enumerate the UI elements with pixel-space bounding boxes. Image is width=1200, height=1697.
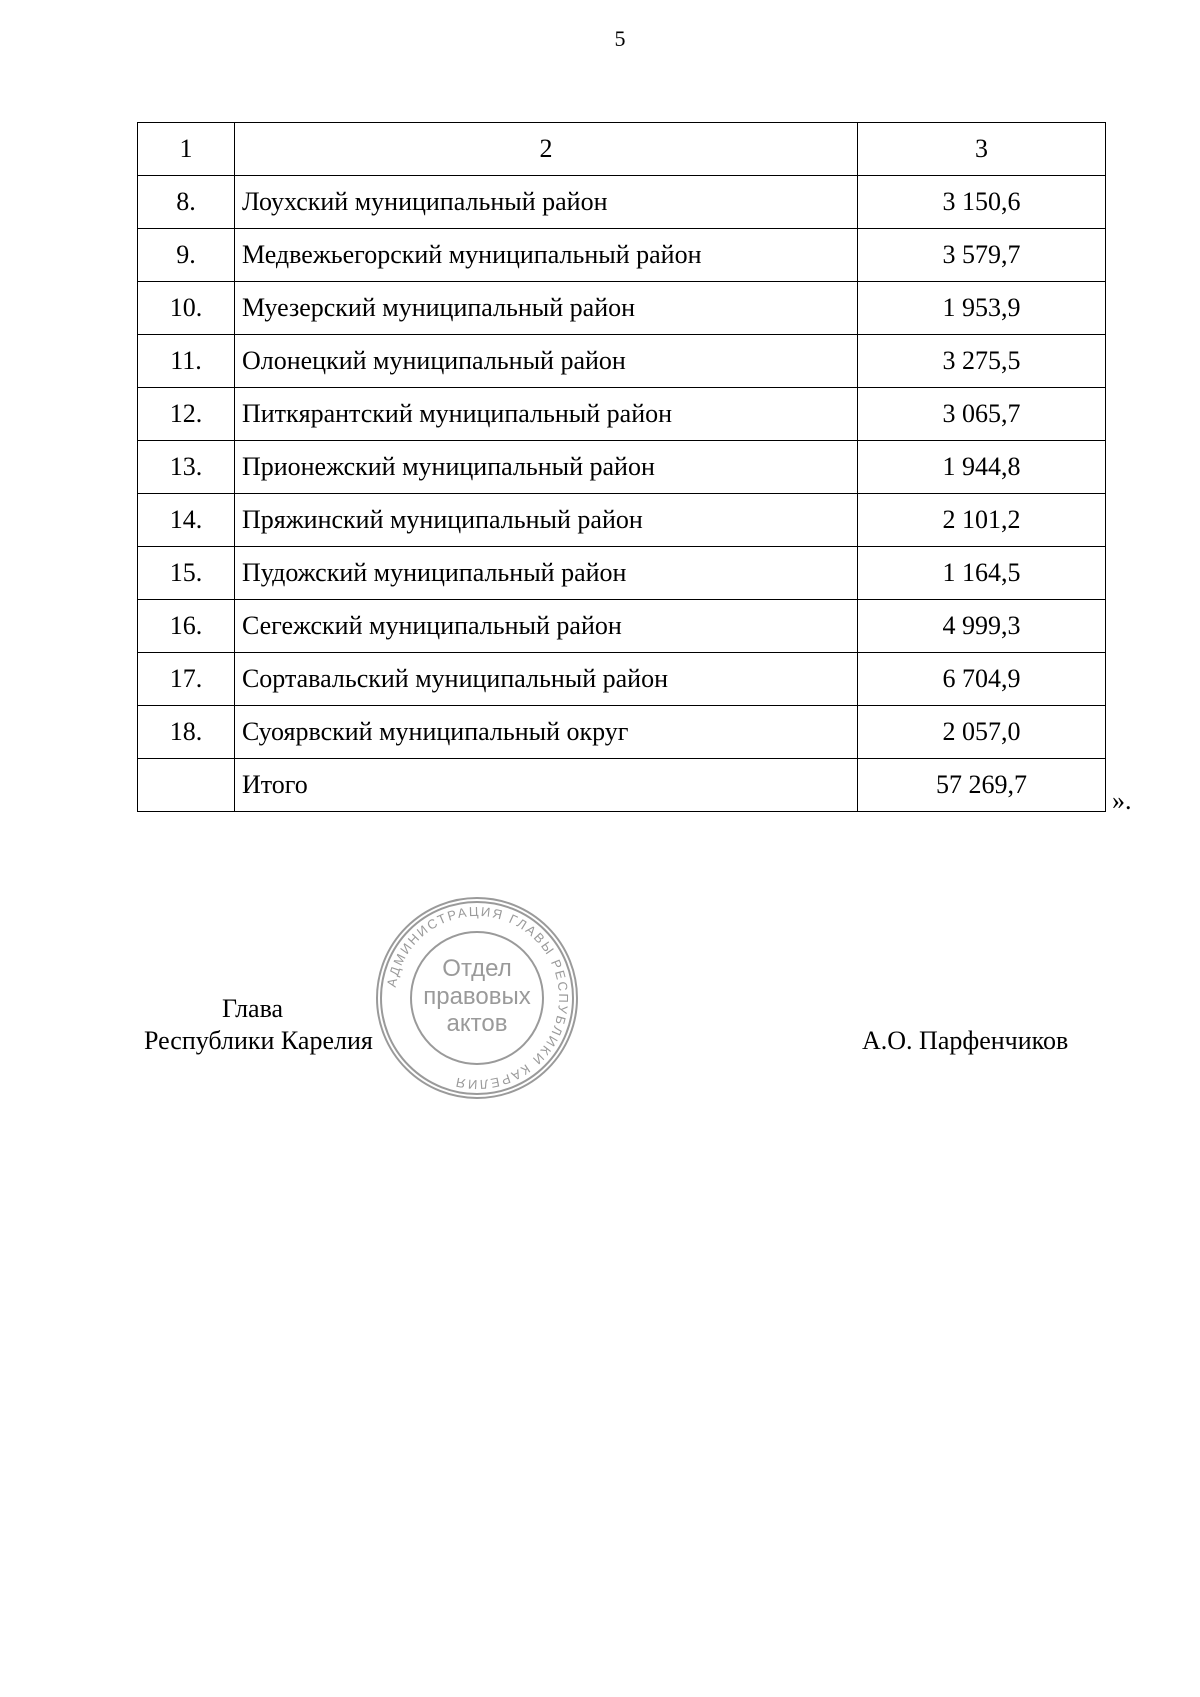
table-row [138, 706, 1106, 759]
row-district-name: Муезерский муниципальный район [234, 282, 857, 335]
stamp-center-line-3: актов [446, 1010, 508, 1037]
table-row [138, 229, 1106, 282]
row-district-name: Прионежский муниципальный район [234, 441, 857, 494]
row-value: 6 704,9 [858, 653, 1106, 706]
row-number: 9. [138, 229, 235, 282]
header-cell-1: 1 [138, 123, 235, 176]
row-district-name: Медвежьегорский муниципальный район [234, 229, 857, 282]
stamp-center-line-1: Отдел [442, 955, 512, 982]
signature-title-line-2: Республики Карелия [144, 1026, 373, 1055]
row-number: 10. [138, 282, 235, 335]
row-value: 1 953,9 [858, 282, 1106, 335]
row-value: 4 999,3 [858, 600, 1106, 653]
signature-title-line-1: Глава [222, 994, 284, 1023]
budget-table [137, 122, 1106, 812]
row-value: 3 579,7 [858, 229, 1106, 282]
table-header-row [138, 123, 1106, 176]
table-row [138, 176, 1106, 229]
row-number: 8. [138, 176, 235, 229]
signature-name: А.О. Парфенчиков [862, 1026, 1069, 1055]
row-number: 16. [138, 600, 235, 653]
table-row [138, 441, 1106, 494]
row-district-name: Сегежский муниципальный район [234, 600, 857, 653]
total-value: 57 269,7 [858, 759, 1106, 812]
row-value: 3 275,5 [858, 335, 1106, 388]
row-number: 12. [138, 388, 235, 441]
table-row [138, 653, 1106, 706]
row-value: 3 150,6 [858, 176, 1106, 229]
page-number: 5 [614, 26, 626, 51]
row-district-name: Суоярвский муниципальный округ [234, 706, 857, 759]
row-number: 18. [138, 706, 235, 759]
row-district-name: Лоухский муниципальный район [234, 176, 857, 229]
row-number: 14. [138, 494, 235, 547]
table-row [138, 547, 1106, 600]
row-value: 2 101,2 [858, 494, 1106, 547]
table-row [138, 282, 1106, 335]
row-number: 15. [138, 547, 235, 600]
header-cell-2: 2 [234, 123, 857, 176]
stamp [372, 893, 582, 1103]
table-row [138, 388, 1106, 441]
row-number: 13. [138, 441, 235, 494]
total-number-cell [138, 759, 235, 812]
total-label: Итого [234, 759, 857, 812]
row-district-name: Сортавальский муниципальный район [234, 653, 857, 706]
row-value: 1 944,8 [858, 441, 1106, 494]
stamp-center-line-2: правовых [423, 983, 531, 1010]
closing-quote: ». [1112, 786, 1132, 815]
row-value: 3 065,7 [858, 388, 1106, 441]
row-value: 2 057,0 [858, 706, 1106, 759]
row-number: 11. [138, 335, 235, 388]
header-cell-3: 3 [858, 123, 1106, 176]
row-district-name: Питкярантский муниципальный район [234, 388, 857, 441]
table-row [138, 600, 1106, 653]
table-row [138, 335, 1106, 388]
row-number: 17. [138, 653, 235, 706]
table-row [138, 494, 1106, 547]
row-district-name: Олонецкий муниципальный район [234, 335, 857, 388]
table-total-row [138, 759, 1106, 812]
stamp-ring-text: АДМИНИСТРАЦИЯ ГЛАВЫ РЕСПУБЛИКИ КАРЕЛИЯ [383, 903, 572, 1093]
row-value: 1 164,5 [858, 547, 1106, 600]
row-district-name: Пряжинский муниципальный район [234, 494, 857, 547]
row-district-name: Пудожский муниципальный район [234, 547, 857, 600]
